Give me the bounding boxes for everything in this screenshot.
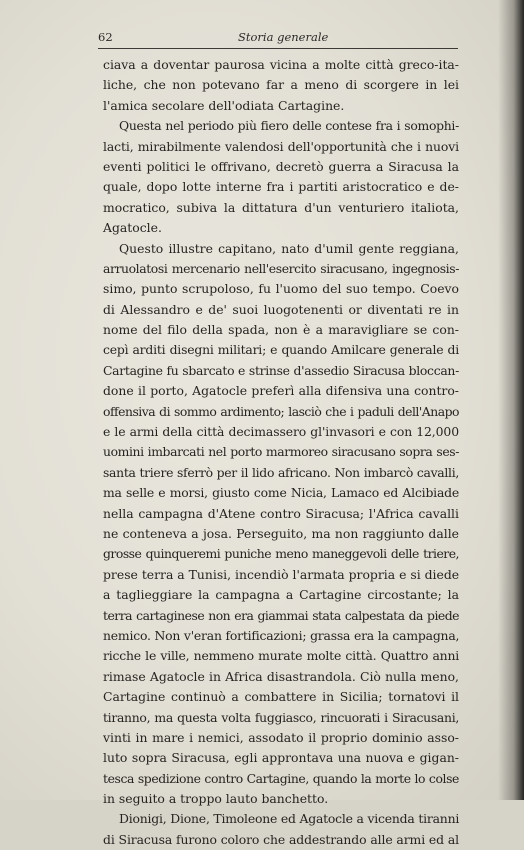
text-line: mocratico, subiva la dittatura d'un venturiero italiota, [103, 199, 459, 215]
text-line: rimase Agatocle in Africa disastrandola. Ciò nulla meno, [103, 668, 459, 684]
text-line: vinti in mare i nemici, assodato il proprio dominio asso- [103, 729, 459, 745]
text-line: liche, che non potevano far a meno di scorgere in lei [103, 77, 459, 93]
text-line: offensiva di sommo ardimento; lasciò che i paduli dell'Anapo [103, 403, 459, 419]
text-line: ma selle e morsi, giusto come Nicia, Lamaco ed Alcibiade [103, 485, 459, 501]
text-line: done il porto, Agatocle preferì alla difensiva una contro- [103, 383, 459, 399]
body-text [103, 55, 459, 850]
text-line: Questo illustre capitano, nato d'umil gente reggiana, [119, 240, 459, 256]
text-line: luto sopra Siracusa, egli approntava una nuova e gigan- [103, 750, 459, 766]
text-line: eventi politici le offrivano, decretò guerra a Siracusa la [103, 158, 459, 174]
text-line: Cartagine fu sbarcato e strinse d'assedio Siracusa bloccan- [103, 362, 459, 378]
text-line: terra cartaginese non era giammai stata calpestata da piede [103, 607, 459, 623]
text-line: nome del filo della spada, non è a maravigliare se con- [103, 322, 459, 338]
text-line: Agatocle. [103, 220, 162, 236]
text-line: cepì arditi disegni militari; e quando Amilcare generale di [103, 342, 459, 358]
text-line: ricche le ville, nemmeno murate molte città. Quattro anni [103, 648, 459, 664]
text-line: uomini imbarcati nel porto marmoreo siracusano sopra ses- [103, 444, 459, 460]
text-line: simo, punto scrupoloso, fu l'uomo del suo tempo. Coevo [103, 281, 459, 297]
page-number: 62 [98, 30, 113, 44]
text-line: nella campagna d'Atene contro Siracusa; l'Africa cavalli [103, 505, 459, 521]
binding-shadow [498, 0, 524, 800]
text-line: in seguito a troppo lauto banchetto. [103, 791, 329, 807]
text-line: prese terra a Tunisi, incendiò l'armata propria e si diede [103, 566, 460, 582]
text-line: Cartagine continuò a combattere in Sicilia; tornatovi il [103, 689, 459, 705]
text-line: Questa nel periodo più fiero delle contese fra i somophi- [119, 118, 459, 134]
text-line: di Siracusa furono coloro che addestrando alle armi ed al [103, 831, 459, 847]
text-line: a taglieggiare la campagna a Cartagine circostante; la [103, 587, 459, 603]
text-line: arruolatosi mercenario nell'esercito siracusano, ingegnosis- [103, 260, 459, 276]
header-rule [98, 48, 458, 49]
text-line: tiranno, ma questa volta fuggiasco, rincuorati i Siracusani, [103, 709, 459, 725]
text-line: grosse quinqueremi puniche meno maneggevoli delle triere, [103, 546, 459, 562]
text-line: ciava a doventar paurosa vicina a molte città greco-ita- [103, 57, 459, 72]
text-line: e le armi della città decimassero gl'invasori e con 12,000 [103, 424, 459, 440]
text-line: ne conteneva a josa. Perseguito, ma non raggiunto dalle [103, 525, 459, 541]
text-line: di Alessandro e de' suoi luogotenenti or diventati re in [103, 301, 459, 317]
running-head: Storia generale [238, 30, 329, 44]
text-line: Dionigi, Dione, Timoleone ed Agatocle a vicenda tiranni [119, 811, 460, 827]
text-line: nemico. Non v'eran fortificazioni; grassa era la campagna, [103, 627, 460, 643]
text-line: quale, dopo lotte interne fra i partiti aristocratico e de- [103, 179, 459, 195]
text-line: santa triere sferrò per il lido africano. Non imbarcò cavalli, [103, 464, 459, 480]
text-line: lacti, mirabilmente valendosi dell'opportunità che i nuovi [103, 138, 459, 154]
text-line: l'amica secolare dell'odiata Cartagine. [103, 97, 345, 113]
text-line: tesca spedizione contro Cartagine, quando la morte lo colse [103, 770, 459, 786]
